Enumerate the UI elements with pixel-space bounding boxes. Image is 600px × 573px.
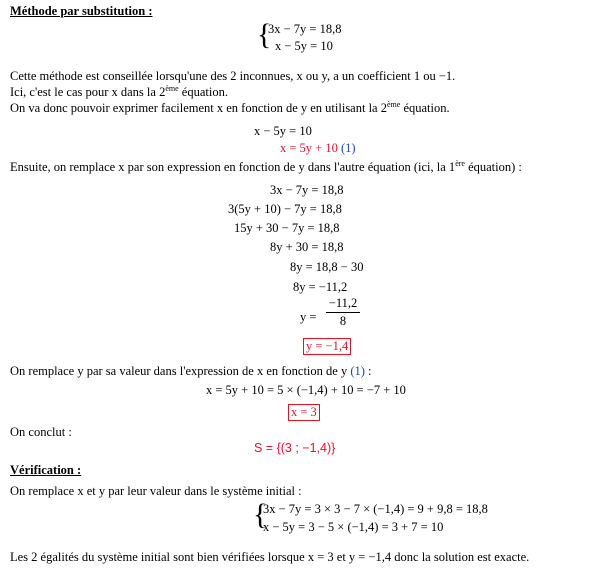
- system-eq1: 3x − 7y = 18,8: [268, 22, 342, 36]
- express-line-2: x = 5y + 10 (1): [280, 141, 356, 155]
- step-6: 8y = −11,2: [293, 280, 348, 294]
- fraction-numerator: −11,2: [328, 296, 358, 310]
- back-sub-calc: x = 5y + 10 = 5 × (−1,4) + 10 = −7 + 10: [206, 383, 406, 397]
- result-x-box: x = 3: [288, 404, 320, 421]
- intro-line-2: Ici, c'est le cas pour x dans la 2ème équation.: [10, 84, 228, 99]
- fraction-denominator: 8: [339, 314, 347, 328]
- conclude-label: On conclut :: [10, 425, 72, 439]
- system-brace: {: [257, 18, 272, 51]
- step-2: 3(5y + 10) − 7y = 18,8: [228, 202, 342, 216]
- fraction-lhs: y =: [300, 310, 317, 324]
- section-title-verification: Vérification :: [10, 463, 82, 477]
- intro-line-1: Cette méthode est conseillée lorsqu'une des 2 inconnues, x ou y, a un coefficient 1 ou −1.: [10, 69, 456, 83]
- step-1: 3x − 7y = 18,8: [270, 183, 344, 197]
- solution-set: S = {(3 ; −1,4)}: [254, 441, 336, 455]
- verification-brace: {: [253, 498, 268, 531]
- verification-eq2: x − 5y = 3 − 5 × (−1,4) = 3 + 7 = 10: [263, 520, 444, 534]
- intro-line-3: On va donc pouvoir exprimer facilement x en fonction de y en utilisant la 2ème équation.: [10, 100, 450, 115]
- verification-text: On remplace x et y par leur valeur dans le système initial :: [10, 484, 302, 498]
- result-y-box: y = −1,4: [303, 338, 351, 355]
- system-eq2: x − 5y = 10: [275, 39, 333, 53]
- back-sub-text: On remplace y par sa valeur dans l'expression de x en fonction de y (1) :: [10, 364, 372, 378]
- equation-tag-1-ref: (1): [350, 364, 365, 378]
- step-3: 15y + 30 − 7y = 18,8: [234, 221, 340, 235]
- verification-eq1: 3x − 7y = 3 × 3 − 7 × (−1,4) = 9 + 9,8 = 18,8: [263, 502, 488, 516]
- express-line-1: x − 5y = 10: [254, 124, 312, 138]
- equation-tag-1: (1): [340, 141, 356, 155]
- section-title-substitution: Méthode par substitution :: [10, 4, 153, 18]
- step-4: 8y + 30 = 18,8: [270, 240, 344, 254]
- final-text: Les 2 égalités du système initial sont bien vérifiées lorsque x = 3 et y = −1,4 donc la solution est exacte.: [10, 550, 530, 564]
- fraction: [326, 296, 360, 329]
- step-5: 8y = 18,8 − 30: [290, 260, 364, 274]
- replace-text: Ensuite, on remplace x par son expression en fonction de y dans l'autre équation (ici, la 1ère équation) :: [10, 159, 522, 174]
